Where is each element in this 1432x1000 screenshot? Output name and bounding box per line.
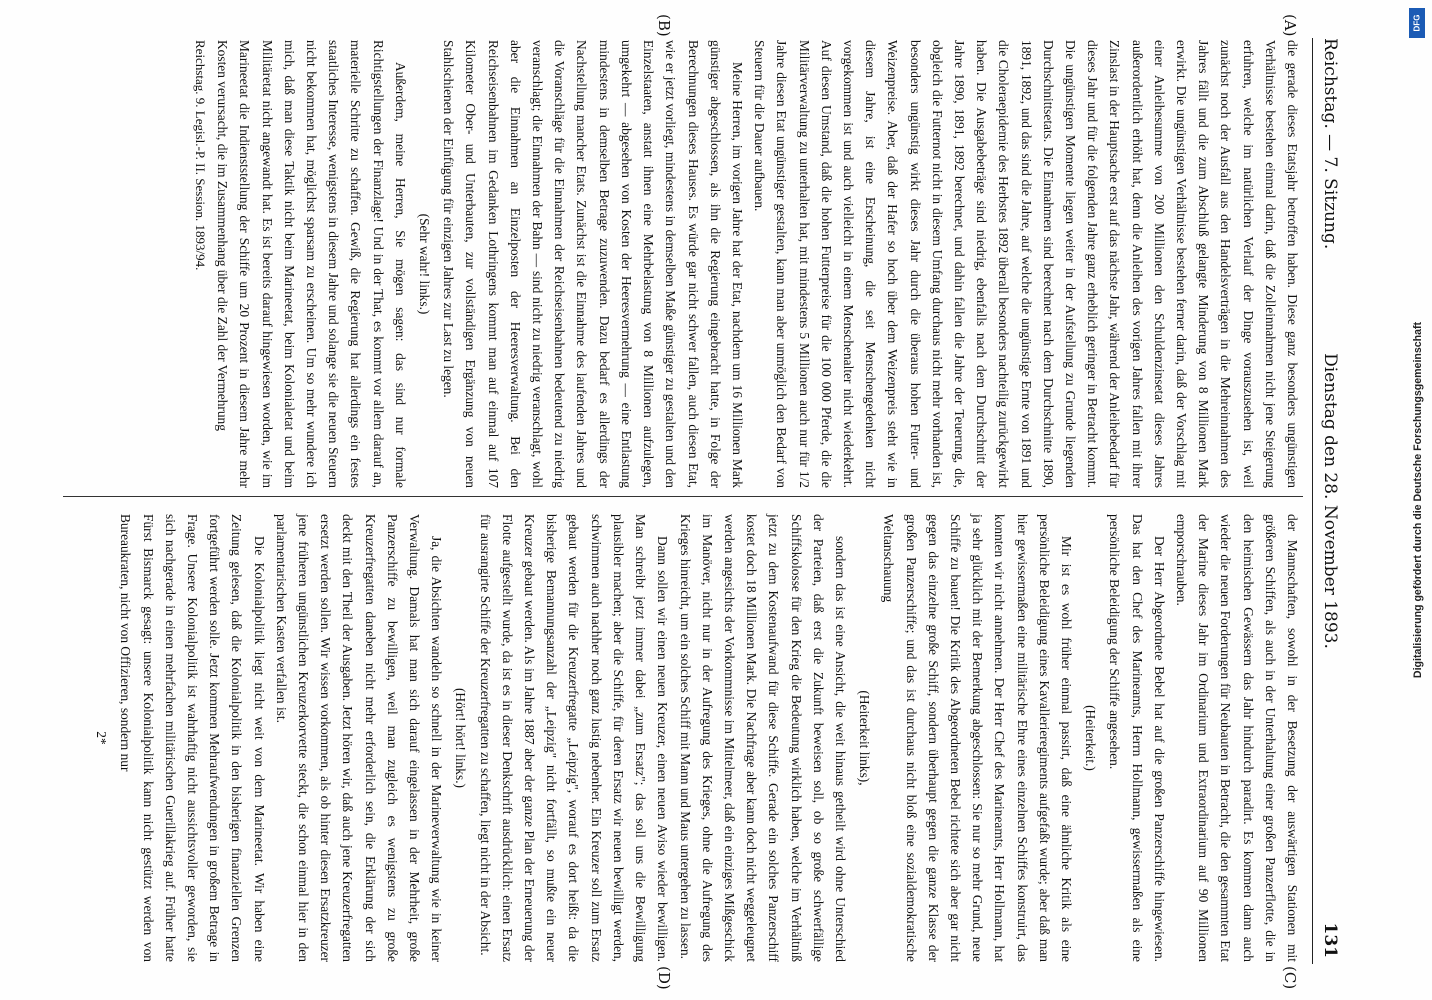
interjection: (Heiterkeit.) bbox=[1083, 705, 1099, 771]
paragraph: die gerade dieses Etatsjahr betroffen haben. Diese ganz besonders ungünstigen Verhältnisse bestehen einmal darin, daß die Zolleinnahmen nicht jene Steigerung erfuhren, welche im natürlichen Verlauf der Dinge vorauszusehen ist, weil zunächst noch der Ausfall aus den Handelsverträgen in die Mehreinnahmen des Jahres fällt und die zum Abschluß gelangte Minderung von 8 Millionen Mark erwirkt. Die ungünstigen Verhältnisse bestehen ferner darin, daß der Vorschlag mit einer Anleihesumme von 200 Millionen den Schuldenzinsetat dieses Jahres außerordentlich erhöht hat, denn die Anleihen des vorigen Jahres fallen mit ihrer Zinslast in der Hauptsache erst auf das nächste Jahr, während der Anleihebedarf für dieses Jahr und für die folgenden Jahre ganz erheblich geringer in Betracht kommt. Die ungünstigen Momente liegen weiter in der Aufstellung zu Grunde liegenden Durchschnittsetats. Die Einnahmen sind berechnet nach dem Durchschnitte 1890, 1891, 1892, und das sind die Jahre, auf welche die ungünstige Ernte von 1891 und die Choleraepidemie des Herbstes 1892 überall besonders nachteilig zurückgewirkt haben. Die Ausgabebeträge sind niedrig, ebenfalls nach dem Durchschnitt der Jahre 1890, 1891, 1892 berechnet, und dahin fallen die Jahre der Teuerung, die, obgleich die Futternot nicht in diesem Umfang durchaus nicht mehr vorhanden ist, besonders ungünstig wirkt dieses Jahr durch die überaus hohen Futter- und Weizenpreise. Aber, daß der Hafer so hoch über dem Weizenpreis steht wie in diesem Jahre, ist eine Erscheinung, die seit Menschengedenken nicht vorgekommen ist und auch vielleicht in einem Menschenalter nicht wiederkehrt. Auf diesen Umstand, daß die hohen Futterpreise für die 100 000 Pferde, die die Militärverwaltung zu unterhalten hat, mit mindestens 5 Millionen auch nur für 1/2 Jahre diesen Etat ungünstiger gestalten, kann man aber unmöglich den Bedarf von Steuern für die Dauer aufbauen. bbox=[752, 40, 1300, 488]
dfg-logo-text: DFG bbox=[1412, 14, 1422, 32]
paragraph: Die Kolonialpolitik liegt nicht weit von dem Marineetat. Wir haben eine Zeitung gelesen, daß die Kolonialpolitik in den bisherigen finanziellen Grenzen fortgeführt werden solle. Jetzt kommen Mehraufwendungen in großem Betrage in Frage. Unsere Kolonialpolitik ist wahrhaftig nicht aussichtsvoller geworden, sie sich nachgerade in einen mehrfachen militärischen Guerillakrieg auf. Früher hatte Fürst Bismarck gesagt: unsere Kolonialpolitik kann nicht gestützt werden von Bureaukraten, nicht von Offizieren, sondern nur bbox=[118, 514, 267, 962]
credit-strip bbox=[1404, 0, 1432, 1000]
paragraph: Ja, die Absichten wandeln so schnell in der Marineverwaltung wie in keiner Verwaltung. Damals hat man sich darauf eingelassen in der Mehrheit, große Panzerschiffe zu bewilligen, weil man zugleich es wenigstens zu große Kreuzerfregatten daneben nicht mehr erforderlich sein, die Erklärung der sich deckt mit den Theil der Ausgaben. Jetzt hören wir, daß auch jene Kreuzerfregatten ersetzt werden sollen. Wir wissen vorkommen, als ob hinter diesen Ersatzkreuzer jene früheren ungünstlichen Kreuzerkorvette steckt, die schon einmal hier in den parlamentarischen Kasten verfallen ist. bbox=[273, 514, 445, 962]
margin-marker-a: (A) bbox=[1281, 14, 1299, 37]
margin-marker-d: (D) bbox=[655, 966, 673, 990]
page-header bbox=[1312, 38, 1353, 964]
signature-mark: 2* bbox=[94, 731, 110, 745]
margin-marker-b: (B) bbox=[655, 14, 673, 37]
paragraph: Mir ist es wohl früher einmal passirt, daß eine ähnliche Kritik als eine persönliche Beleidigung eines Kavallerieregiments aufgefaßt wurde; aber daß man hier gewissermaßen eine militärische Ehre eines einzelnen Schiffes konstruirt, das konnten wir nicht annehmen. Der Herr Chef des Marineamts, Herr Hollmann, hat ja sehr glücklich mit der Bemerkung abgeschlossen: Sie nur so mehr Grund, neue Schiffe zu bauen! Die Kritik des Abgeordneten Bebel richtete sich aber gar nicht gegen das einzelne große Schiff, sondern überhaupt gegen die ganze Klasse der großen Panzerschiffe; und das ist durchaus nicht bloß eine sozialdemokratische Weltanschauung bbox=[881, 514, 1074, 962]
paragraph: Meine Herren, im vorigen Jahre hat der Etat, nachdem um 16 Millionen Mark günstiger abgeschlossen, als ihn die Regierung eingebracht hatte, in Folge der Berechnungen dieses Hauses. Es würde gar nicht schwer fallen, auch diesen Etat, wie er jetzt vorliegt, mindestens in demselben Maße günstiger zu gestalten und den Einzelstaaten, anstatt ihnen eine Mehrbelastung von 8 Millionen aufzulegen, umgekehrt — abgesehen von Kosten der Heeresvermehrung — eine Entlastung mindestens in demselben Betrage zuzuwenden. Dazu bedarf es allerdings der Nachstellung mancher Etats. Zunächst ist die Einnahme des laufenden Jahres und die Voranschläge für die Einnahmen der Reichseisenbahnen bedeutend zu niedrig veranschlagt; die Einnahmen der Bahn — sind nicht zu niedrig veranschlagt, wohl aber die Einnahmen an Einzelposten der Heeresverwaltung. Bei den Reichseisenbahnen im Gedanken Lothringens kommt man auf einmal auf 107 Kilometer Ober- und Unterbauten, zur vollständigen Ergänzung von neuen Stahlschienen der Einfügung für einzigen Jahres zur Last zu legen. bbox=[441, 40, 745, 488]
page-footnote: Reichstag. 9. Legisl.-P. II. Session. 1893/94. bbox=[193, 40, 209, 271]
dfg-logo bbox=[1409, 8, 1425, 38]
paragraph: sondern das ist eine Ansicht, die weit hinaus getheilt wird ohne Unterschied der Parteien, daß erst die Zukunft beweisen soll, ob so große schwerfällige Schiffskolosse für den Krieg die Bedeutung wirklich haben, welche im Verhältniß jetzt zu dem Kostenaufwand für diese Schiffe. Gerade ein solches Panzerschiff kostet doch 18 Millionen Mark. Die Nachfrage aber kann doch nicht weggeleugnet werden angesichts der Vorkommnisse im Mittelmeer, daß ein einziges Mißgeschick im Manöver, nicht nur in der Aufregung des Krieges, ohne die Aufregung des Krieges hinreicht, um ein solches Schiff mit Mann und Maus untergehen zu lassen. bbox=[677, 514, 848, 962]
page-number: 131 bbox=[1320, 922, 1341, 958]
paragraph: der Mannschaften, sowohl in der Besetzung der auswärtigen Stationen mit größeren Schiffen, als auch in der Unterhaltung einer großen Panzerflotte, die in den heimischen Gewässern das Jahr hindurch paradirt. Es kommen dann auch wieder die neuen Forderungen für Neubauten in Betracht, die den gesammten Etat der Marine dieses Jahr im Ordinarium und Extraordinarium auf 90 Millionen emporschrauben. bbox=[1173, 514, 1300, 962]
right-column bbox=[13, 514, 1303, 962]
left-column bbox=[13, 40, 1303, 488]
header-session: Reichstag. — 7. Sitzung. bbox=[1320, 38, 1341, 250]
paragraph: Außerdem, meine Herren, Sie mögen sagen: das sind nur formale Richtigstellungen der Finanzlage! Und in der That, es kommt vor allem darauf an, materielle Schritte zu schaffen. Gewiß, die Regierung hat allerdings ein festes staatliches Interesse, wenigstens in diesem Jahre und solange sie die neuen Steuern nicht bekommen hat, möglichst sparsam zu erscheinen. Um so mehr wundere ich mich, daß man diese Taktik nicht beim Marineetat, beim Kolonialetat und beim Militäretat nicht angewandt hat. Es ist bereits darauf hingewiesen worden, wie im Marineetat die Indienststellung der Schiffe um 20 Prozent in diesem Jahre mehr Kosten verursacht, die im Zusammenhang über die Zahl der Vermehrung bbox=[215, 40, 408, 488]
paragraph: Der Herr Abgeordnete Bebel hat auf die großen Panzerschiffe hingewiesen. Das hat den Chef des Marineamts, Herrn Hollmann, gewissermaßen als eine persönliche Beleidigung der Schiffe angesehen. bbox=[1107, 514, 1167, 962]
interjection: (Heiterkeit links), bbox=[857, 690, 873, 786]
paragraph: Dann sollen wir einen neuen Kreuzer, einen neuen Aviso wieder bewilligen. Man schreibt jetzt immer dabei „zum Ersatz"; das soll uns die Bewilligung plausibler machen; aber die Schiffe, für deren Ersatz wir neuen bewilligt werden, schwimmen auch nachher noch ganz lustig nebenher. Ein Kreuzer soll zum Ersatz gebaut werden für die Kreuzerfregatte „Leipzig", worauf es dort heißt: da die bisherige Bemannungsanzahl der „Leipzig" nicht fortfällt, so mußte ein neuer Kreuzer gebaut werden. Als im Jahre 1887 aber der ganze Plan der Erneuerung der Flotte aufgestellt wurde, da ist es in dieser Denkschrift ausdrücklich: einen Ersatz für ausrangirte Schiffe der Kreuzerfregatten zu schaffen, liegt nicht in der Absicht. bbox=[477, 514, 671, 962]
column-divider bbox=[63, 496, 1303, 497]
interjection: (Sehr wahr! links.) bbox=[417, 213, 433, 315]
header-date: Dienstag den 28. November 1893. bbox=[1320, 353, 1341, 649]
interjection: (Hört! hört! links.) bbox=[453, 687, 469, 789]
digitization-credit: Digitalisierung gefördert durch die Deutsche Forschungsgemeinschaft bbox=[1412, 321, 1424, 679]
margin-marker-c: (C) bbox=[1281, 966, 1299, 990]
